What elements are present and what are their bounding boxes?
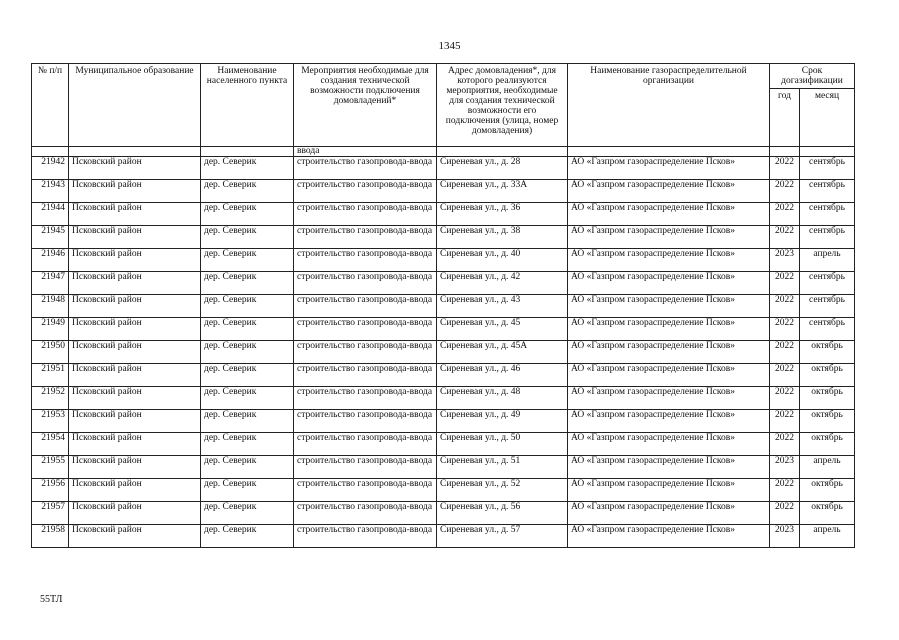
cell-year: 2022 [770,318,800,341]
header-month: месяц [800,89,855,147]
cell-activity: строительство газопровода-ввода [294,341,437,364]
continuation-row [32,147,855,157]
cell-municipality: Псковский район [69,502,201,525]
cell-organization: АО «Газпром газораспределение Псков» [568,410,770,433]
cell-organization: АО «Газпром газораспределение Псков» [568,272,770,295]
cell-locality: дер. Северик [201,157,294,180]
cell-num: 21943 [32,180,69,203]
cell-organization: АО «Газпром газораспределение Псков» [568,249,770,272]
table-row [32,180,855,203]
cell-num: 21950 [32,341,69,364]
header-num: № п/п [32,64,69,147]
table-row [32,387,855,410]
cell-month: сентябрь [800,272,855,295]
cell-locality: дер. Северик [201,180,294,203]
cell-num: 21949 [32,318,69,341]
cell-locality: дер. Северик [201,341,294,364]
cell-locality: дер. Северик [201,295,294,318]
header-year: год [770,89,800,147]
cell-num: 21951 [32,364,69,387]
cell-num: 21955 [32,456,69,479]
cell-address: Сиреневая ул., д. 42 [437,272,568,295]
cell-organization: АО «Газпром газораспределение Псков» [568,502,770,525]
table-row [32,364,855,387]
cell-locality: дер. Северик [201,364,294,387]
cell-municipality: Псковский район [69,203,201,226]
footer-code: 55ТЛ [40,594,63,605]
cell-municipality: Псковский район [69,525,201,548]
cell-activity: строительство газопровода-ввода [294,180,437,203]
cell-municipality: Псковский район [69,387,201,410]
cell-month: октябрь [800,502,855,525]
cell-year: 2023 [770,456,800,479]
cell-year: 2022 [770,295,800,318]
cell-organization: АО «Газпром газораспределение Псков» [568,364,770,387]
cell-activity: строительство газопровода-ввода [294,318,437,341]
cell-organization: АО «Газпром газораспределение Псков» [568,180,770,203]
cell-municipality: Псковский район [69,410,201,433]
cell-year: 2023 [770,525,800,548]
cell-municipality: Псковский район [69,295,201,318]
cell-address: Сиреневая ул., д. 45 [437,318,568,341]
cell-year: 2022 [770,226,800,249]
cell-month: сентябрь [800,180,855,203]
table-row [32,249,855,272]
cell-address: Сиреневая ул., д. 36 [437,203,568,226]
table-row [32,433,855,456]
cell-locality: дер. Северик [201,433,294,456]
page-number: 1345 [438,40,461,52]
cell-num: 21945 [32,226,69,249]
table-row [32,272,855,295]
cell-month: сентябрь [800,203,855,226]
cell-year: 2022 [770,272,800,295]
cell-num: 21954 [32,433,69,456]
cell-locality: дер. Северик [201,318,294,341]
header-locality: Наименование населенного пункта [201,64,294,147]
header-activities: Мероприятия необходимые для создания технической возможности подключения домовладений* [294,64,437,147]
header-term: Срок догазификации [770,64,855,89]
cell-municipality: Псковский район [69,180,201,203]
cell-activity: строительство газопровода-ввода [294,364,437,387]
cell-organization: АО «Газпром газораспределение Псков» [568,318,770,341]
cell-municipality: Псковский район [69,433,201,456]
cell-municipality: Псковский район [69,479,201,502]
cell-address: Сиреневая ул., д. 28 [437,157,568,180]
cell-month: сентябрь [800,318,855,341]
cell-organization: АО «Газпром газораспределение Псков» [568,525,770,548]
cell-month: апрель [800,249,855,272]
table-row [32,479,855,502]
cell-organization: АО «Газпром газораспределение Псков» [568,433,770,456]
cell-year: 2022 [770,479,800,502]
cell-activity: строительство газопровода-ввода [294,433,437,456]
cell-locality: дер. Северик [201,387,294,410]
cell-year: 2022 [770,433,800,456]
cell-year: 2022 [770,410,800,433]
cell-locality: дер. Северик [201,410,294,433]
cell-locality: дер. Северик [201,479,294,502]
continuation-cell: ввода [294,147,437,157]
table-body [32,147,855,548]
header-municipality: Муниципальное образование [69,64,201,147]
cell-address: Сиреневая ул., д. 51 [437,456,568,479]
table-row [32,157,855,180]
cell-activity: строительство газопровода-ввода [294,456,437,479]
cell-address: Сиреневая ул., д. 56 [437,502,568,525]
cell-locality: дер. Северик [201,525,294,548]
table-row [32,318,855,341]
cell-num: 21948 [32,295,69,318]
cell-municipality: Псковский район [69,157,201,180]
cell-locality: дер. Северик [201,456,294,479]
cell-municipality: Псковский район [69,364,201,387]
cell-organization: АО «Газпром газораспределение Псков» [568,341,770,364]
cell-locality: дер. Северик [201,226,294,249]
cell-activity: строительство газопровода-ввода [294,272,437,295]
cell-organization: АО «Газпром газораспределение Псков» [568,226,770,249]
cell-organization: АО «Газпром газораспределение Псков» [568,203,770,226]
cell-organization: АО «Газпром газораспределение Псков» [568,295,770,318]
cell-month: октябрь [800,341,855,364]
cell-municipality: Псковский район [69,249,201,272]
cell-address: Сиреневая ул., д. 38 [437,226,568,249]
cell-address: Сиреневая ул., д. 48 [437,387,568,410]
cell-year: 2022 [770,387,800,410]
cell-locality: дер. Северик [201,249,294,272]
cell-activity: строительство газопровода-ввода [294,387,437,410]
cell-activity: строительство газопровода-ввода [294,226,437,249]
table-header [32,64,855,147]
cell-locality: дер. Северик [201,203,294,226]
table-row [32,410,855,433]
cell-month: октябрь [800,410,855,433]
cell-num: 21952 [32,387,69,410]
cell-activity: строительство газопровода-ввода [294,249,437,272]
cell-month: октябрь [800,364,855,387]
cell-year: 2022 [770,341,800,364]
cell-address: Сиреневая ул., д. 52 [437,479,568,502]
cell-address: Сиреневая ул., д. 49 [437,410,568,433]
cell-municipality: Псковский район [69,341,201,364]
cell-activity: строительство газопровода-ввода [294,157,437,180]
cell-locality: дер. Северик [201,502,294,525]
cell-month: апрель [800,456,855,479]
cell-organization: АО «Газпром газораспределение Псков» [568,157,770,180]
table-row [32,226,855,249]
cell-activity: строительство газопровода-ввода [294,295,437,318]
cell-num: 21944 [32,203,69,226]
cell-month: сентябрь [800,226,855,249]
table-row [32,203,855,226]
cell-address: Сиреневая ул., д. 40 [437,249,568,272]
cell-activity: строительство газопровода-ввода [294,502,437,525]
cell-address: Сиреневая ул., д. 46 [437,364,568,387]
cell-month: октябрь [800,479,855,502]
cell-organization: АО «Газпром газораспределение Псков» [568,479,770,502]
cell-num: 21953 [32,410,69,433]
cell-num: 21958 [32,525,69,548]
cell-address: Сиреневая ул., д. 33А [437,180,568,203]
table-row [32,295,855,318]
cell-address: Сиреневая ул., д. 43 [437,295,568,318]
cell-month: сентябрь [800,295,855,318]
cell-locality: дер. Северик [201,272,294,295]
header-organization: Наименование газораспределительной организации [568,64,770,147]
cell-year: 2023 [770,249,800,272]
cell-year: 2022 [770,180,800,203]
cell-municipality: Псковский район [69,272,201,295]
cell-activity: строительство газопровода-ввода [294,479,437,502]
cell-year: 2022 [770,203,800,226]
cell-month: октябрь [800,433,855,456]
cell-month: сентябрь [800,157,855,180]
cell-municipality: Псковский район [69,226,201,249]
table-row [32,456,855,479]
cell-activity: строительство газопровода-ввода [294,410,437,433]
cell-month: апрель [800,525,855,548]
cell-num: 21946 [32,249,69,272]
cell-address: Сиреневая ул., д. 50 [437,433,568,456]
cell-activity: строительство газопровода-ввода [294,203,437,226]
cell-month: октябрь [800,387,855,410]
cell-address: Сиреневая ул., д. 45А [437,341,568,364]
table-row [32,502,855,525]
cell-year: 2022 [770,502,800,525]
cell-municipality: Псковский район [69,456,201,479]
cell-year: 2022 [770,364,800,387]
cell-year: 2022 [770,157,800,180]
gasification-table [31,63,855,548]
cell-activity: строительство газопровода-ввода [294,525,437,548]
cell-num: 21947 [32,272,69,295]
table-row [32,341,855,364]
cell-num: 21957 [32,502,69,525]
cell-address: Сиреневая ул., д. 57 [437,525,568,548]
cell-organization: АО «Газпром газораспределение Псков» [568,456,770,479]
cell-num: 21956 [32,479,69,502]
table-row [32,525,855,548]
cell-num: 21942 [32,157,69,180]
header-address: Адрес домовладения*, для которого реализуются мероприятия, необходимые для создания технической возможности его подключения (улица, номер домовладения) [437,64,568,147]
cell-municipality: Псковский район [69,318,201,341]
cell-organization: АО «Газпром газораспределение Псков» [568,387,770,410]
